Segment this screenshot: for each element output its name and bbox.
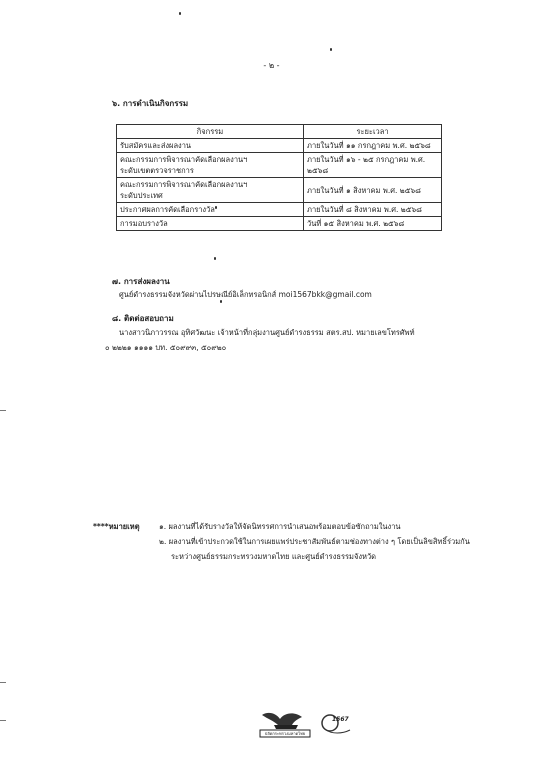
section-8-contact-line: นางสาวนิภาวรรณ อุทิศวัฒนะ เจ้าหน้าที่กลุ่มงานศูนย์ดำรงธรรม สตร.สป. หมายเลขโทรศัพท์ <box>119 328 415 337</box>
activity-cell: คณะกรรมการพิจารณาคัดเลือกผลงานฯ ระดับเขตตรวจราชการ <box>117 153 304 178</box>
note-item-2-line-1: ๒. ผลงานที่เข้าประกวดใช้ในการเผยแพร่ประชาสัมพันธ์ตามช่องทางต่าง ๆ โดยเป็นลิขสิทธิ์ร่วมกัน <box>159 537 470 546</box>
table-header-row <box>117 125 442 139</box>
table-row <box>117 217 442 231</box>
table-row <box>117 178 442 203</box>
table-row <box>117 153 442 178</box>
ministry-logo-text: ปลัดกระทรวงมหาดไทย <box>264 731 306 736</box>
note-label: ****หมายเหตุ <box>93 522 140 531</box>
scan-edge-mark <box>0 720 6 721</box>
note-item-2-line-2: ระหว่างศูนย์ธรรมกระทรวงมหาดไทย และศูนย์ดำรงธรรมจังหวัด <box>171 552 377 561</box>
period-cell: ภายในวันที่ ๘ สิงหาคม พ.ศ. ๒๕๖๘ <box>304 203 442 217</box>
page-number: - ๒ - <box>263 61 280 70</box>
note-item-1: ๑. ผลงานที่ได้รับรางวัลให้จัดนิทรรศการนำเสนอพร้อมตอบข้อซักถามในงาน <box>159 522 401 531</box>
activity-cell: ประกาศผลการคัดเลือกรางวัล <box>117 203 304 217</box>
scan-edge-mark <box>0 682 6 683</box>
table-row <box>117 139 442 153</box>
hotline-1567-logo <box>320 712 352 736</box>
period-cell: ภายในวันที่ ๑๖ - ๒๕ กรกฎาคม พ.ศ. ๒๕๖๘ <box>304 153 442 178</box>
section-7-heading: ๗. การส่งผลงาน <box>112 277 170 286</box>
period-cell: วันที่ ๑๕ สิงหาคม พ.ศ. ๒๕๖๘ <box>304 217 442 231</box>
section-8-heading: ๘. ติดต่อสอบถาม <box>112 314 174 323</box>
column-header-period: ระยะเวลา <box>304 125 442 139</box>
section-7-text: ศูนย์ดำรงธรรมจังหวัดผ่านไปรษณีย์อิเล็กทรอนิกส์ moi1567bkk@gmail.com <box>119 290 372 299</box>
scan-speck <box>214 257 216 260</box>
hotline-number: 1567 <box>332 716 349 723</box>
period-cell: ภายในวันที่ ๑๑ กรกฎาคม พ.ศ. ๒๕๖๘ <box>304 139 442 153</box>
scan-speck <box>179 12 181 15</box>
section-6-heading: ๖. การดำเนินกิจกรรม <box>112 99 189 108</box>
activity-cell: การมอบรางวัล <box>117 217 304 231</box>
ministry-logo <box>254 711 316 739</box>
activity-cell: รับสมัครและส่งผลงาน <box>117 139 304 153</box>
table-row <box>117 203 442 217</box>
activity-cell: คณะกรรมการพิจารณาคัดเลือกผลงานฯ ระดับประเทศ <box>117 178 304 203</box>
column-header-activity: กิจกรรม <box>117 125 304 139</box>
scan-edge-mark <box>0 410 6 411</box>
period-cell: ภายในวันที่ ๑ สิงหาคม พ.ศ. ๒๕๖๘ <box>304 178 442 203</box>
activity-schedule-table <box>116 124 442 231</box>
scan-speck <box>330 48 332 51</box>
section-8-phone-line: ๐ ๒๒๒๑ ๑๑๑๑ บท. ๕๐๙๙๓, ๕๐๙๒๐ <box>105 343 227 352</box>
